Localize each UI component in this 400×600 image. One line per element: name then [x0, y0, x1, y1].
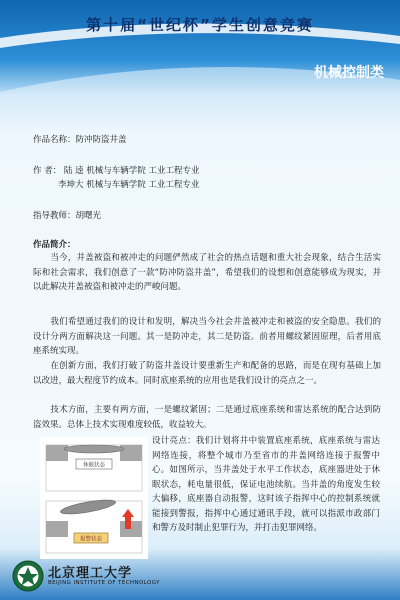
intro-paragraph-2: 我们希望通过我们的设计和发明，解决当今社会井盖被冲走和被盗的安全隐患。我们的设计分两方面解决这一问题。其一是防冲走，其二是防盗。前者用螺纹紧固原理，后者用底座系统实现。 [33, 317, 381, 356]
work-name: 作品名称：防冲防盗井盖 [33, 135, 127, 145]
intro-paragraph-1: 当今，井盖被盗和被冲走的问题俨然成了社会的热点话题和重大社会现象，结合生活实际和社会需求，我们创意了一款“防冲防盗井盖”，希望我们的设想和创意能够成为现实，并以此解决井盖被盗和被冲走的严峻问题。 [33, 253, 381, 292]
intro-paragraph-4: 技术方面，主要有两方面，一是螺纹紧固；二是通过底座系统和雷达系统的配合达到防盗效果。总体上技术实现难度较低，收益较大。 [33, 405, 381, 430]
author-line-2: 李坤大 机械与车辆学院 工业工程专业 [58, 180, 200, 190]
manhole-cover-diagram [40, 437, 148, 559]
normal-state-panel [46, 445, 142, 491]
category-label: 机械控制类 [314, 65, 384, 81]
alarm-state-panel [46, 497, 142, 553]
advisor: 指导教师：胡曙光 [33, 211, 102, 221]
intro-heading: 作品简介： [33, 240, 76, 250]
contest-title: 第十届“世纪杯”学生创意竞赛 [86, 16, 314, 34]
normal-state-label: 休眠状态 [82, 462, 106, 469]
design-highlight-paragraph: 设计亮点：我们计划将井中装置底座系统，底座系统与雷达网络连接，将整个城市乃至省市的井盖网络连接于报警中心。如图所示，当井盖处于水平工作状态，底座器进处于休眠状态，耗电量很低，保证电池续航。当井盖的角度发生较大偏移，底座器自动报警，这时该子指挥中心的控制系统就能接到警报，指挥中心通过通讯手段，就可以指派市政部门和警方及时制止犯罪行为，并打击犯罪网络。 [152, 436, 380, 533]
author-line-1: 作 者： 陆 逵 机械与车辆学院 工业工程专业 [33, 166, 200, 176]
intro-paragraph-3: 在创新方面，我们打破了防盗井盖设计要重新生产和配备的思路，而是在现有基础上加以改进，最大程度节约成本。同时底座系统的应用也是我们设计的亮点之一。 [33, 361, 381, 386]
alarm-state-label: 报警状态 [79, 536, 103, 543]
university-logo [12, 560, 44, 592]
university-name-en: BEIJING INSTITUTE OF TECHNOLOGY [48, 580, 160, 586]
university-name: 北京理工大学 [48, 566, 133, 581]
